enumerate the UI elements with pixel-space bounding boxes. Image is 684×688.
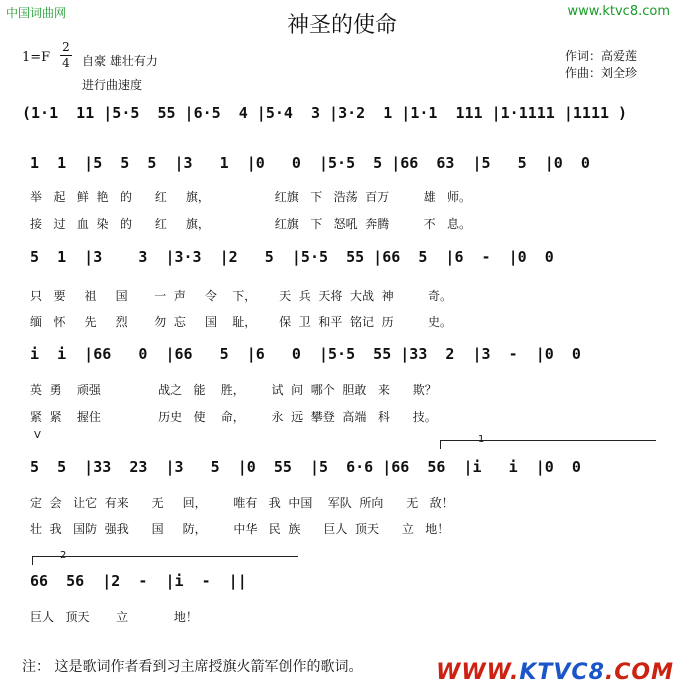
system-1-notes: 1 1 |5 5 5 |3 1 |0 0 |5·5 5 |66 63 |5 5 |0 0 (30, 154, 590, 172)
lyricist-credit: 作词：高爱莲 (565, 49, 638, 63)
system-3-verse-2: 紧 紧 握住 历史 使 命， 永 远 攀登 高端 科 技。 (30, 410, 437, 424)
time-signature (60, 40, 72, 71)
tempo-mark: 进行曲速度 (82, 78, 143, 92)
system-2-verse-1: 只 要 祖 国 一 声 令 下， 天 兵 天将 大战 神 奇。 (30, 289, 452, 303)
system-5-verse-1: 巨人 顶天 立 地！ (30, 610, 198, 624)
logo-prefix: WWW. (436, 660, 520, 685)
system-1-verse-2: 接 过 血 染 的 红 旗， 红旗 下 怒吼 奔腾 不 息。 (30, 217, 472, 231)
volta-number-1: 1 (478, 434, 485, 445)
system-4-verse-2: 壮 我 国防 强我 国 防， 中华 民 族 巨人 顶天 立 地！ (30, 522, 450, 536)
footer-note: 注： 这是歌词作者看到习主席授旗火箭军创作的歌词。 (22, 659, 363, 675)
song-title: 神圣的使命 (286, 13, 397, 38)
intro-notes: (1·1 11 |5·5 55 |6·5 4 |5·4 3 |3·2 1 |1·1 111 |1·1111 |1111 ) (22, 104, 628, 122)
site-logo-bottom[interactable] (436, 660, 674, 685)
system-4-verse-1: 定 会 让它 有来 无 回， 唯有 我 中国 军队 所向 无 敌！ (30, 496, 454, 510)
volta-bracket-1 (440, 440, 656, 449)
site-name-top-left[interactable]: 中国词曲网 (6, 6, 67, 20)
volta-number-2: 2 (60, 550, 67, 561)
time-signature-numerator: 2 (60, 40, 72, 56)
breath-mark: V (34, 430, 41, 441)
system-2-notes: 5 1 |3 3 |3·3 |2 5 |5·5 55 |66 5 |6 - |0 0 (30, 248, 554, 266)
logo-suffix: .COM (604, 660, 674, 685)
system-4-notes: 5 5 |33 23 |3 5 |0 55 |5 6·6 |66 56 |i i |0 0 (30, 458, 581, 476)
time-signature-denominator: 4 (62, 56, 70, 70)
key-signature: 1=F (22, 50, 51, 65)
system-1-verse-1: 举 起 鲜 艳 的 红 旗， 红旗 下 浩荡 百万 雄 师。 (30, 190, 472, 204)
volta-bracket-2 (32, 556, 298, 565)
logo-brand: KTVC8 (519, 660, 605, 685)
site-url-top-right[interactable]: www.ktvc8.com (567, 4, 670, 19)
expression-mark: 自豪 雄壮有力 (82, 54, 158, 68)
composer-credit: 作曲：刘全珍 (565, 66, 638, 80)
system-3-verse-1: 英 勇 顽强 战之 能 胜， 试 问 哪个 胆敢 来 欺？ (30, 383, 437, 397)
system-3-notes: i i |66 0 |66 5 |6 0 |5·5 55 |33 2 |3 - |0 0 (30, 345, 581, 363)
system-2-verse-2: 缅 怀 先 烈 勿 忘 国 耻， 保 卫 和平 铭记 历 史。 (30, 315, 452, 329)
system-5-notes: 66 56 |2 - |i - || (30, 572, 247, 590)
